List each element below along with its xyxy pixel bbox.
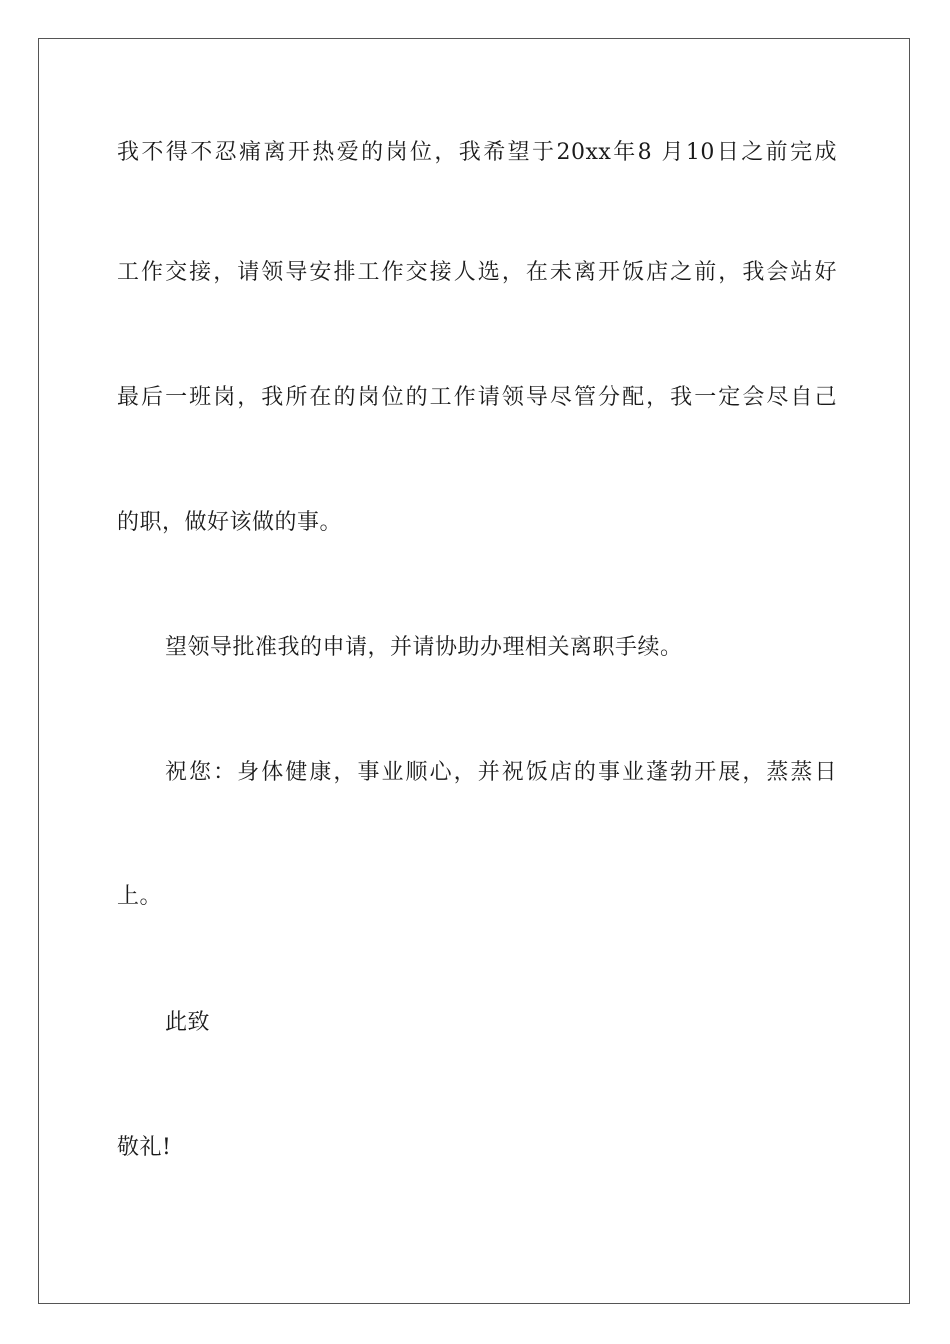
body-line-1: 我不得不忍痛离开热爱的岗位，我希望于20xx年8 月10日之前完成 xyxy=(117,140,837,165)
closing-regards: 敬礼! xyxy=(117,1135,172,1160)
page-frame xyxy=(38,38,910,1304)
closing-salutation: 此致 xyxy=(165,1010,211,1035)
wish-line-1: 祝您：身体健康，事业顺心，并祝饭店的事业蓬勃开展，蒸蒸日 xyxy=(165,760,837,785)
body-line-3: 最后一班岗，我所在的岗位的工作请领导尽管分配，我一定会尽自己 xyxy=(117,385,837,410)
body-line-4: 的职，做好该做的事。 xyxy=(117,510,343,535)
wish-line-2: 上。 xyxy=(117,884,163,909)
body-line-2: 工作交接，请领导安排工作交接人选，在未离开饭店之前，我会站好 xyxy=(117,260,837,285)
request-paragraph: 望领导批准我的申请，并请协助办理相关离职手续。 xyxy=(165,635,683,660)
